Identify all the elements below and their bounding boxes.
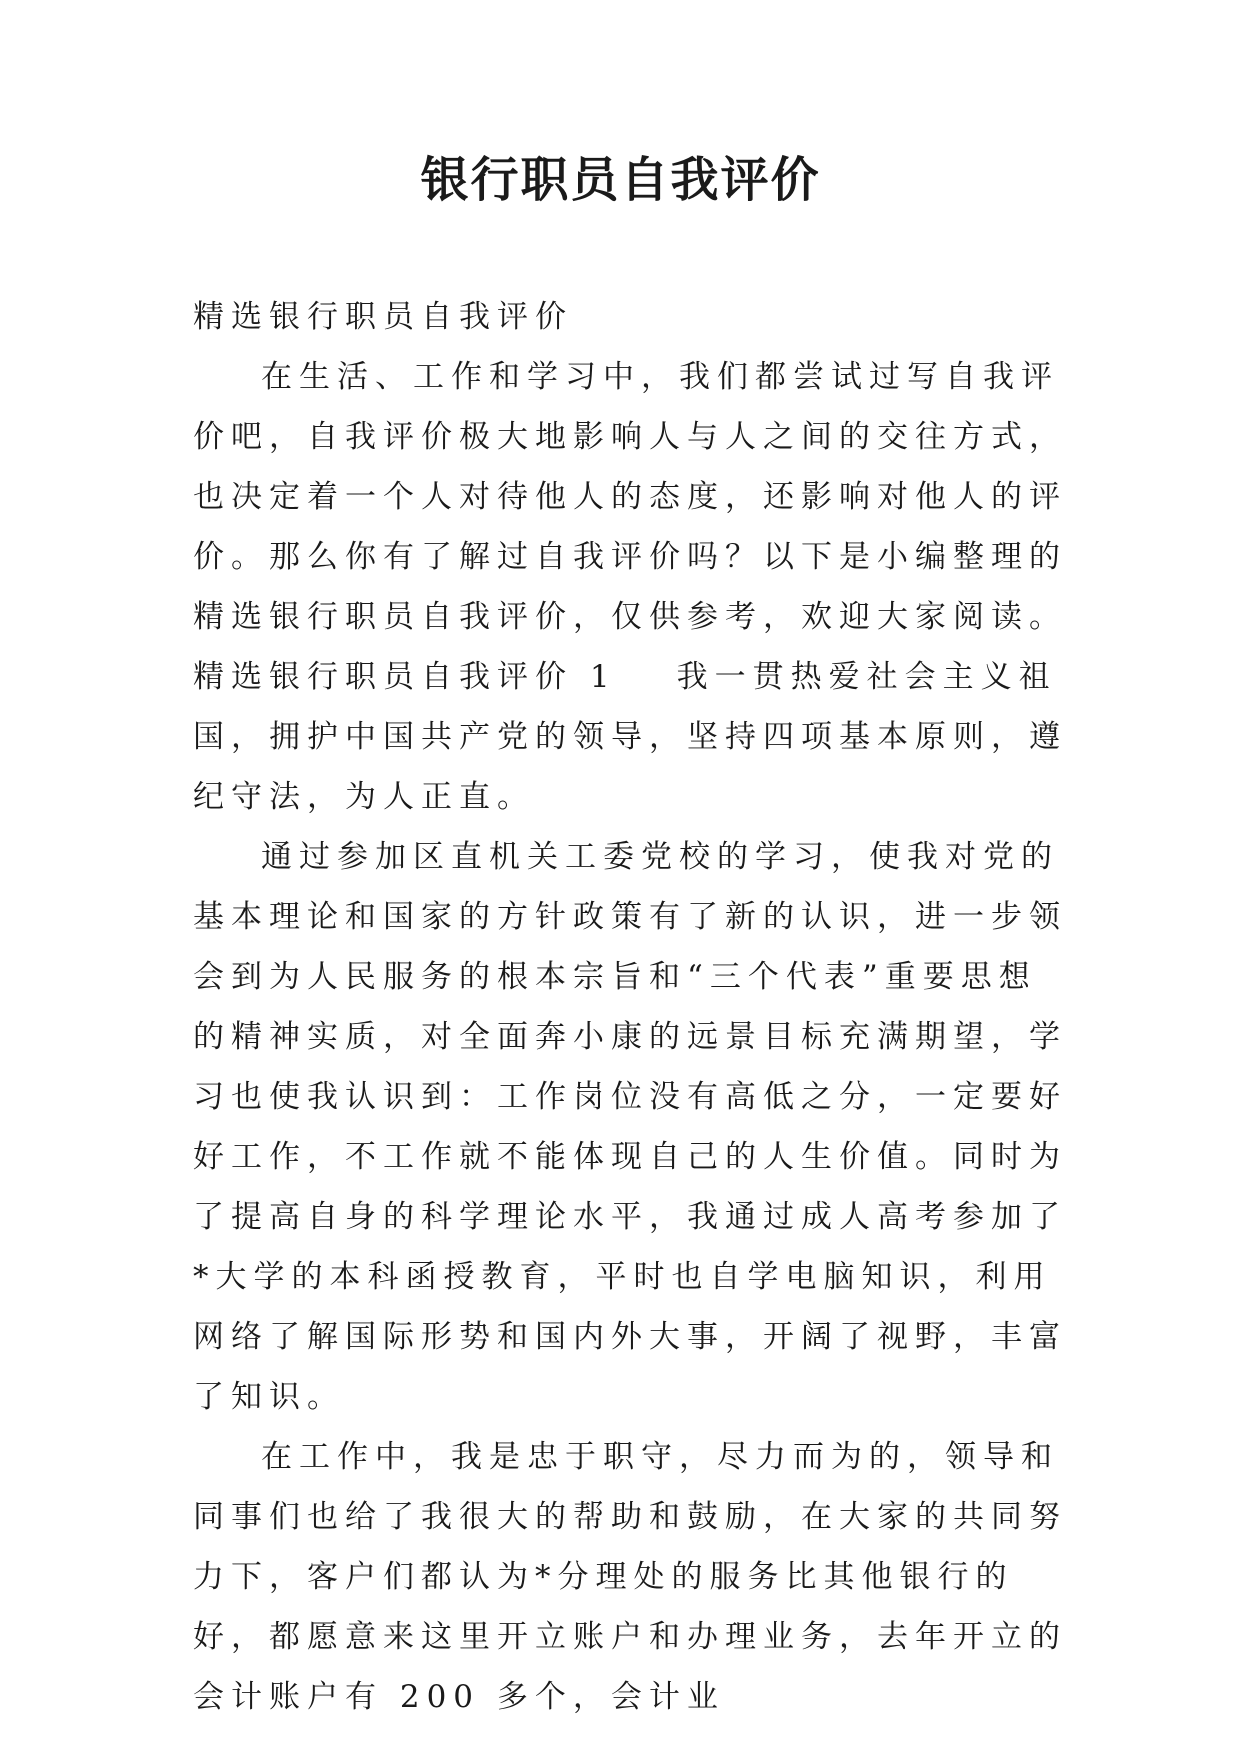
document-title: 银行职员自我评价 [420, 152, 821, 208]
section-1-first-paragraph: 我一贯热爱社会主义祖国，拥护中国共产党的领导，坚持四项基本原则，遵纪守法，为人正直。 [193, 659, 1067, 815]
intro-paragraph: 在生活、工作和学习中，我们都尝试过写自我评价吧，自我评价极大地影响人与人之间的交往方式，也决定着一个人对待他人的态度，还影响对他人的评价。那么你有了解过自我评价吗？以下是小编整理的精选银行职员自我评价，仅供参考，欢迎大家阅读。 [193, 359, 1067, 635]
section-1-heading: 精选银行职员自我评价 1 [193, 659, 617, 695]
body-paragraph-3: 在工作中，我是忠于职守，尽力而为的，领导和同事们也给了我很大的帮助和鼓励，在大家的共同努力下，客户们都认为*分理处的服务比其他银行的好，都愿意来这里开立账户和办理业务，去年开立的会计账户有 200 多个，会计业 [193, 1439, 1067, 1715]
document-subtitle: 精选银行职员自我评价 [193, 299, 573, 335]
body-paragraph-2: 通过参加区直机关工委党校的学习，使我对党的基本理论和国家的方针政策有了新的认识，进一步领会到为人民服务的根本宗旨和“三个代表”重要思想的精神实质，对全面奔小康的远景目标充满期望，学习也使我认识到：工作岗位没有高低之分，一定要好好工作，不工作就不能体现自己的人生价值。同时为了提高自身的科学理论水平，我通过成人高考参加了*大学的本科函授教育，平时也自学电脑知识，利用网络了解国际形势和国内外大事，开阔了视野，丰富了知识。 [193, 839, 1067, 1415]
document-body [193, 287, 1073, 1727]
section-1-paragraph [193, 647, 1073, 827]
